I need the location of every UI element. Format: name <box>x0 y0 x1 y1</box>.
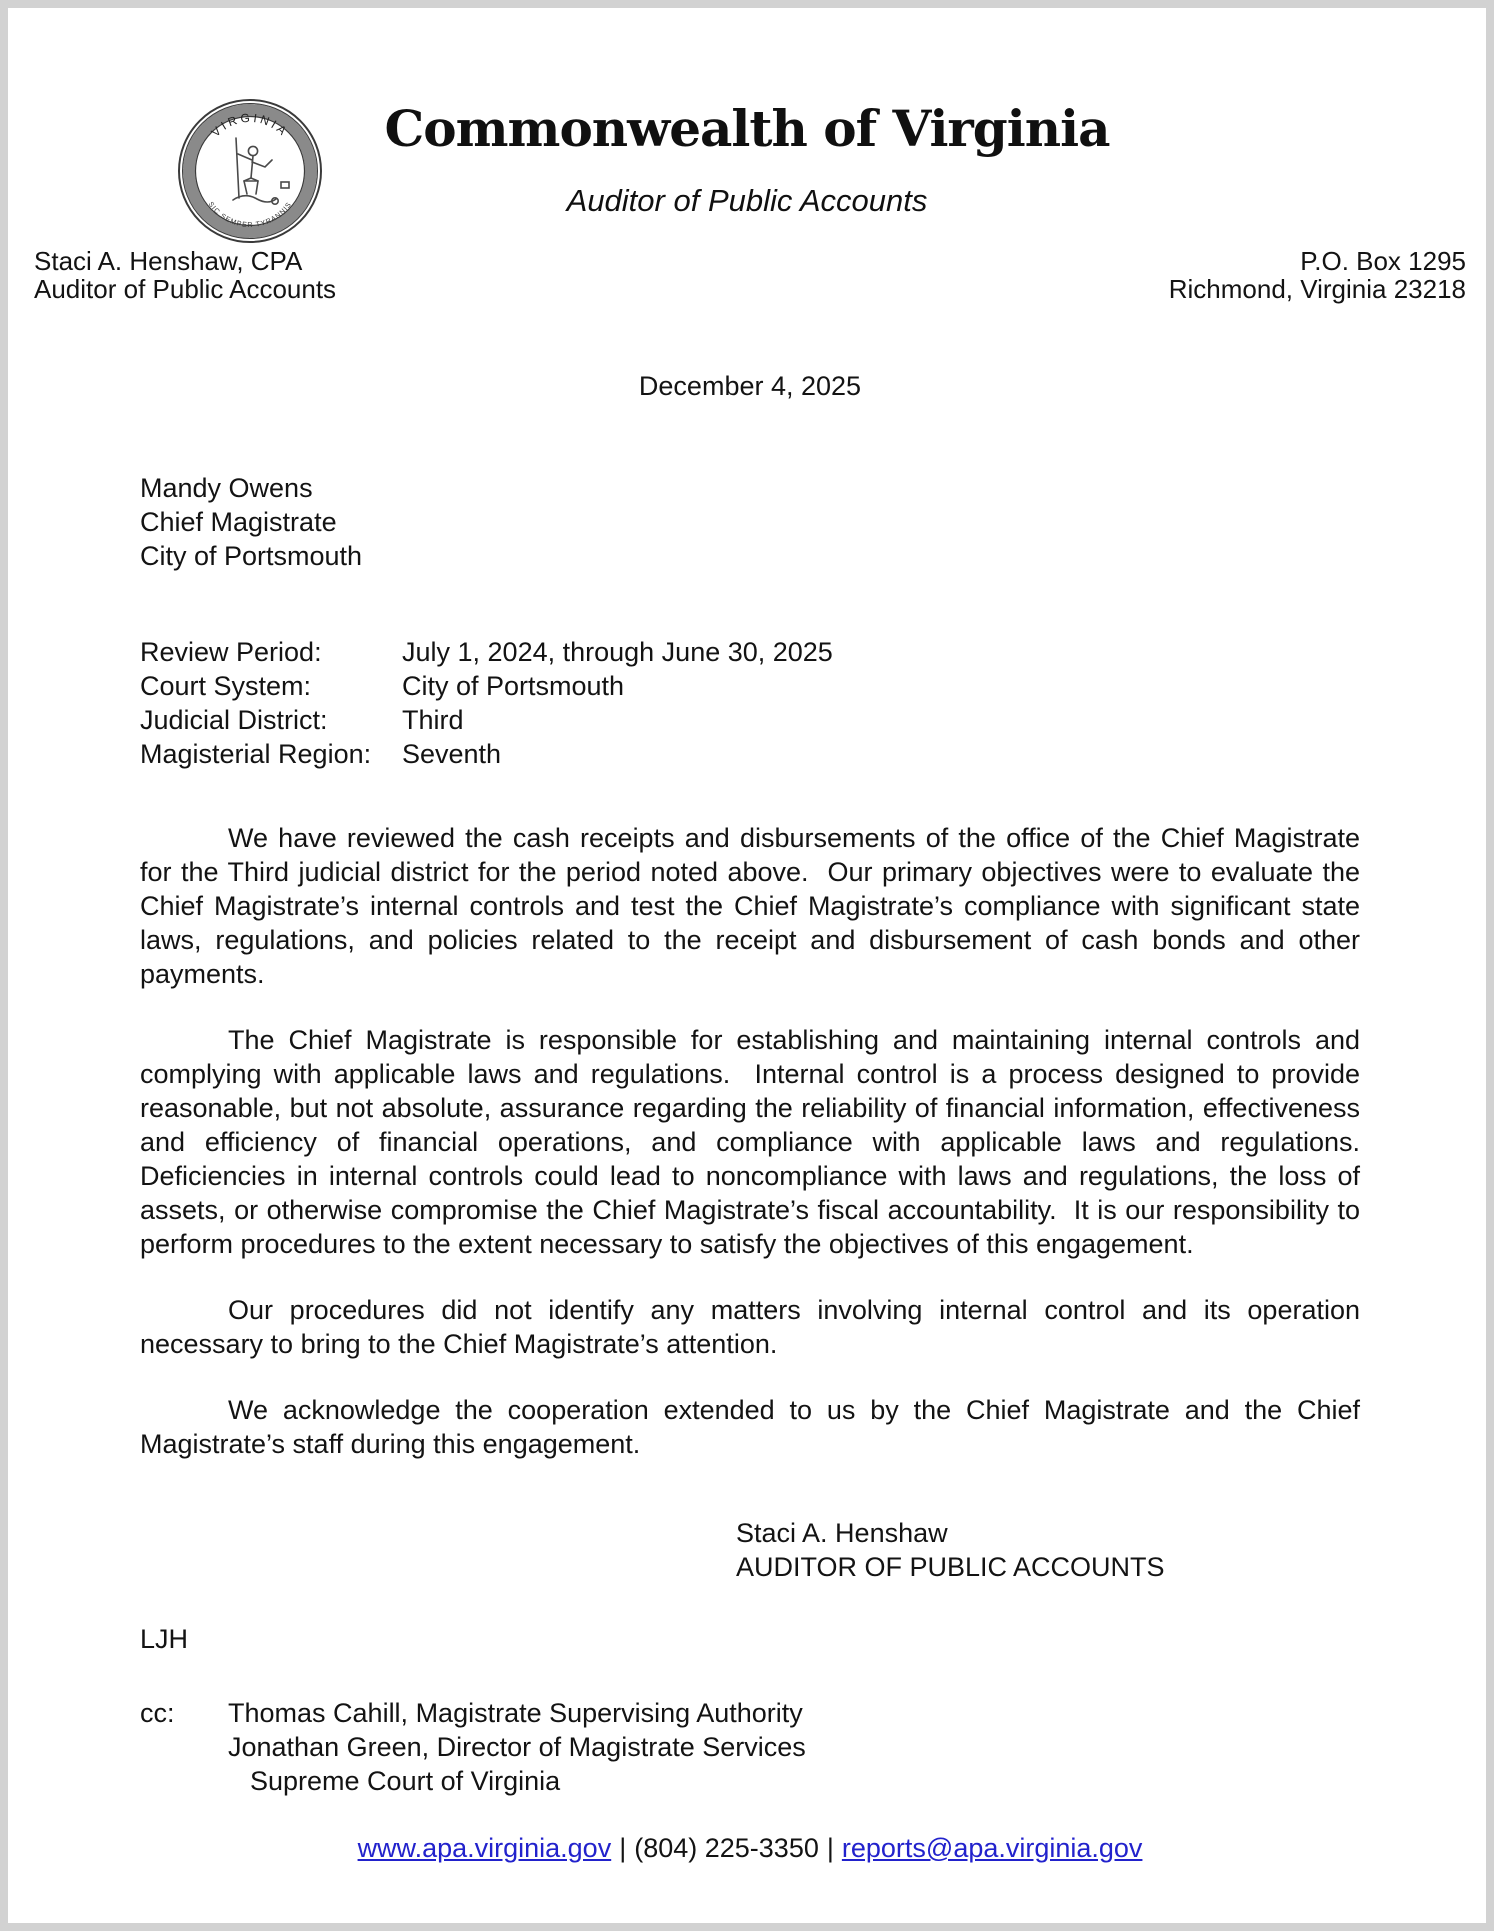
auditor-name: Staci A. Henshaw, CPA <box>34 246 303 276</box>
detail-value: City of Portsmouth <box>402 671 625 701</box>
detail-label: Magisterial Region: <box>140 739 372 769</box>
website-link[interactable]: www.apa.virginia.gov <box>357 1833 612 1863</box>
auditor-identity <box>34 247 336 303</box>
detail-row-court-system <box>140 669 1360 703</box>
recipient-title: Chief Magistrate <box>140 507 337 537</box>
footer-separator: | <box>826 1833 834 1863</box>
letterhead-info-row <box>8 247 1486 303</box>
auditor-title: Auditor of Public Accounts <box>34 274 337 304</box>
review-details <box>140 635 1360 771</box>
recipient-city: City of Portsmouth <box>140 541 363 571</box>
cc-recipient: Jonathan Green, Director of Magistrate Services <box>228 1732 806 1762</box>
footer-separator: | <box>619 1833 627 1863</box>
org-title: Commonwealth of Virginia <box>384 99 1110 158</box>
paragraph-objectives: We have reviewed the cash receipts and disbursements of the office of the Chief Magistrate for the Third judicial district for the period noted above. Our primary objectives were to evaluate the Chief Magistrate’s internal controls and test the Chief Magistrate’s compliance with significant state laws, regulations, and policies related to the receipt and disbursement of cash bonds and other payments. <box>140 823 1368 989</box>
preparer-initials: LJH <box>140 1624 189 1654</box>
email-link[interactable]: reports@apa.virginia.gov <box>841 1833 1143 1863</box>
seal-bottom-text: SIC SEMPER TYRANNIS <box>206 200 294 230</box>
letter-date: December 4, 2025 <box>638 371 862 401</box>
address-city: Richmond, Virginia 23218 <box>1168 274 1466 304</box>
detail-value: Seventh <box>402 739 502 769</box>
cc-recipient: Thomas Cahill, Magistrate Supervising Authority <box>228 1698 803 1728</box>
detail-label: Judicial District: <box>140 705 328 735</box>
detail-row-magisterial-region <box>140 737 1360 771</box>
detail-label: Court System: <box>140 671 312 701</box>
paragraph-acknowledgement: We acknowledge the cooperation extended to us by the Chief Magistrate and the Chief Magistrate’s staff during this engagement. <box>140 1395 1368 1459</box>
cc-block <box>140 1696 1360 1798</box>
seal-top-text: VIRGINIA <box>208 110 292 140</box>
detail-label: Review Period: <box>140 637 322 667</box>
org-subtitle: Auditor of Public Accounts <box>566 183 928 218</box>
cc-names <box>228 1696 806 1798</box>
phone-number: (804) 225-3350 <box>634 1833 819 1863</box>
contact-footer <box>140 1831 1360 1865</box>
address-po-box: P.O. Box 1295 <box>1300 246 1466 276</box>
detail-value: July 1, 2024, through June 30, 2025 <box>402 637 833 667</box>
detail-row-judicial-district <box>140 703 1360 737</box>
recipient-block <box>140 471 1360 573</box>
signature-name: Staci A. Henshaw <box>736 1518 948 1548</box>
virginia-state-seal <box>175 96 325 246</box>
detail-value: Third <box>402 705 464 735</box>
paragraph-responsibility: The Chief Magistrate is responsible for establishing and maintaining internal controls and complying with applicable laws and regulations. Internal control is a process designed to provide reasonable, but not absolute, assurance regarding the reliability of financial information, effectiveness and efficiency of financial operations, and compliance with applicable laws and regulations. Deficiencies in internal controls could lead to noncompliance with laws and regulations, the loss of assets, or otherwise compromise the Chief Magistrate’s fiscal accountability. It is our responsibility to perform procedures to the extent necessary to satisfy the objectives of this engagement. <box>140 1025 1376 1259</box>
paragraph-results: Our procedures did not identify any matters involving internal control and its operation necessary to bring to the Chief Magistrate’s attention. <box>140 1295 1368 1359</box>
seal-of-virginia-icon <box>175 96 325 246</box>
detail-row-review-period <box>140 635 1360 669</box>
letter-content <box>8 369 1486 1865</box>
office-address <box>1169 247 1466 303</box>
signature-title: AUDITOR OF PUBLIC ACCOUNTS <box>736 1552 1165 1582</box>
cc-recipient: Supreme Court of Virginia <box>250 1766 561 1796</box>
recipient-name: Mandy Owens <box>140 473 313 503</box>
cc-label: cc: <box>140 1698 175 1728</box>
signature-block <box>736 1516 1360 1584</box>
